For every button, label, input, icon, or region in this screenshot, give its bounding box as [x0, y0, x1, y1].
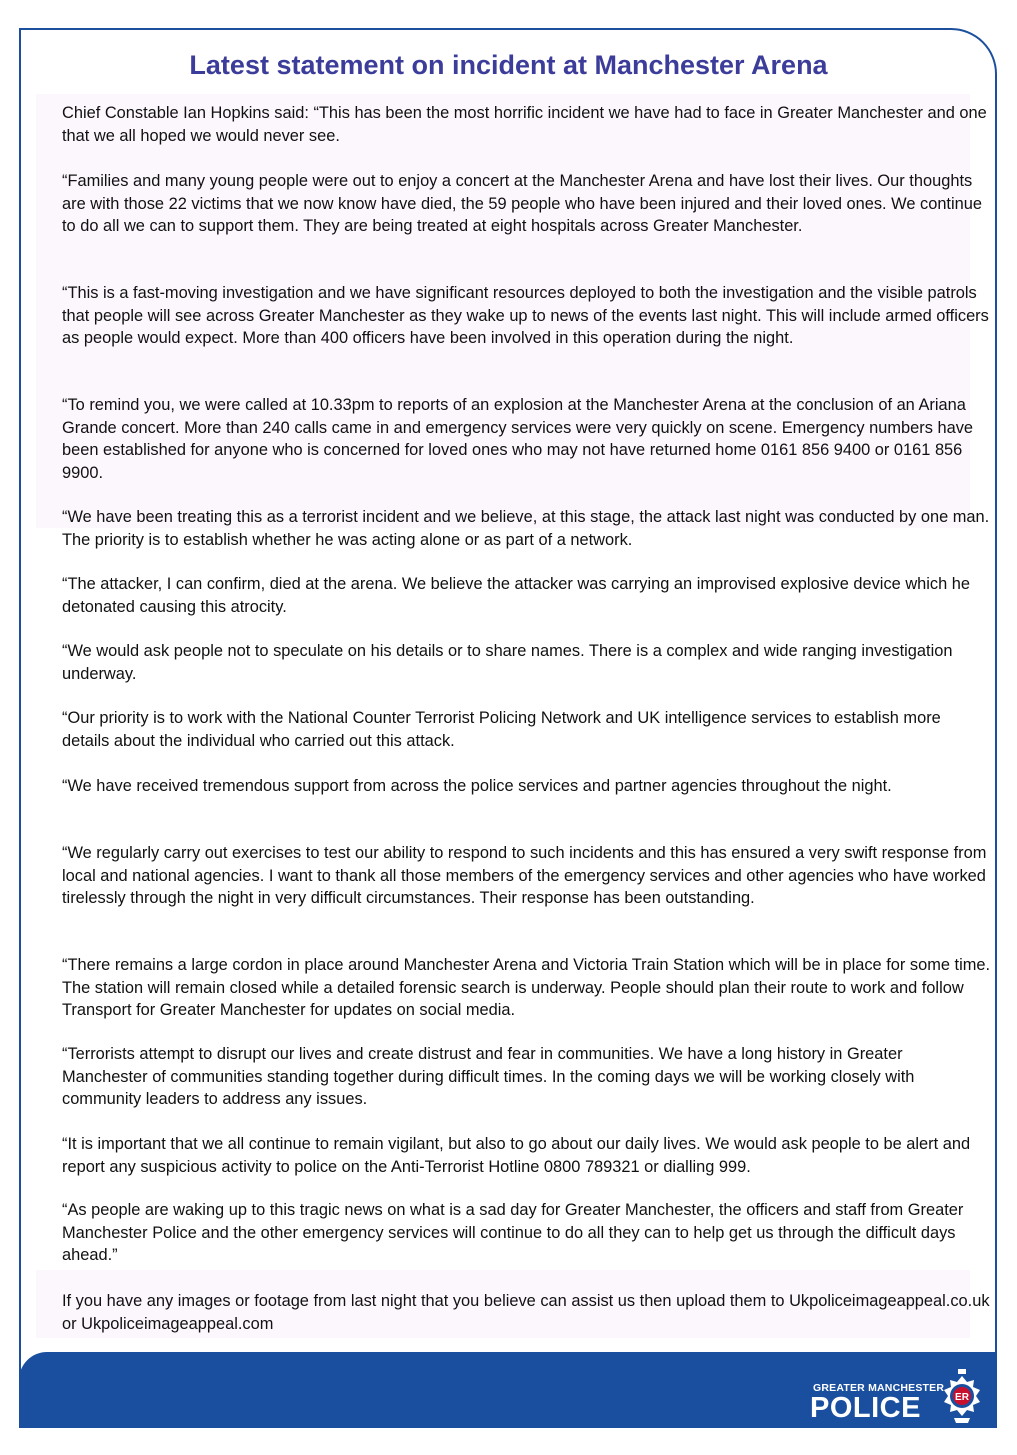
paragraph-10: “We regularly carry out exercises to test our ability to respond to such incidents and this has ensured a very swift response from local and national agencies. I want to thank all those members of the emergency services and other agencies who have worked tirelessly through the night in very difficult circumstances. Their response has been outstanding.: [62, 844, 987, 907]
paragraph-5: “We have been treating this as a terrorist incident and we believe, at this stage, the attack last night was conducted by one man. The priority is to establish whether he was acting alone or as part of a network.: [62, 508, 990, 549]
gmp-logo: [810, 1368, 990, 1428]
paragraph-13: “It is important that we all continue to remain vigilant, but also to go about our daily lives. We would ask people to be alert and report any suspicious activity to police on the Anti-Terrorist Hotline 0800 789321 or dialling 999.: [62, 1135, 971, 1176]
paragraph-6: “The attacker, I can confirm, died at the arena. We believe the attacker was carrying an improvised explosive device which he detonated causing this atrocity.: [62, 575, 971, 616]
paragraph-15: If you have any images or footage from last night that you believe can assist us then upload them to Ukpoliceimageappeal.co.uk or Ukpoliceimageappeal.com: [62, 1292, 990, 1333]
paragraph-3: “This is a fast-moving investigation and we have significant resources deployed to both the investigation and the visible patrols that people will see across Greater Manchester as they wake up to news of the events last night. This will include armed officers as people would expect. More than 400 officers have been involved in this operation during the night.: [62, 284, 989, 347]
paragraph-1: Chief Constable Ian Hopkins said: “This has been the most horrific incident we have had to face in Greater Manchester and one that we all hoped we would never see.: [62, 104, 987, 145]
paragraph-12: “Terrorists attempt to disrupt our lives and create distrust and fear in communities. We have a long history in Greater Manchester of communities standing together during difficult times. In the coming days we will be working closely with community leaders to address any issues.: [62, 1045, 915, 1108]
paragraph-9: “We have received tremendous support from across the police services and partner agencies throughout the night.: [62, 777, 892, 795]
logo-text-police: POLICE: [810, 1392, 921, 1424]
police-badge-icon: [936, 1368, 988, 1426]
paragraph-8: “Our priority is to work with the National Counter Terrorist Policing Network and UK intelligence services to establish more details about the individual who carried out this attack.: [62, 709, 941, 750]
paragraph-2: “Families and many young people were out to enjoy a concert at the Manchester Arena and have lost their lives. Our thoughts are with those 22 victims that we now know have died, the 59 people who have been injured and their loved ones. We continue to do all we can to support them. They are being treated at eight hospitals across Greater Manchester.: [62, 172, 982, 235]
badge-text: ER: [955, 1392, 969, 1403]
paragraph-7: “We would ask people not to speculate on his details or to share names. There is a complex and wide ranging investigation underway.: [62, 642, 953, 683]
paragraph-11: “There remains a large cordon in place around Manchester Arena and Victoria Train Station which will be in place for some time. The station will remain closed while a detailed forensic search is underway. People should plan their route to work and follow Transport for Greater Manchester for updates on social media.: [62, 956, 991, 1019]
paragraph-4: “To remind you, we were called at 10.33pm to reports of an explosion at the Manchester Arena at the conclusion of an Ariana Grande concert. More than 240 calls came in and emergency services were very quickly on scene. Emergency numbers have been established for anyone who is concerned for loved ones who may not have returned home 0161 856 9400 or 0161 856 9900.: [62, 396, 974, 482]
paragraph-14: “As people are waking up to this tragic news on what is a sad day for Greater Manchester, the officers and staff from Greater Manchester Police and the other emergency services will continue to do all they can to help get us through the difficult days ahead.”: [62, 1201, 964, 1264]
logo-text-top: GREATER MANCHESTER: [813, 1382, 945, 1394]
page-title: Latest statement on incident at Manchester Arena: [189, 50, 828, 80]
